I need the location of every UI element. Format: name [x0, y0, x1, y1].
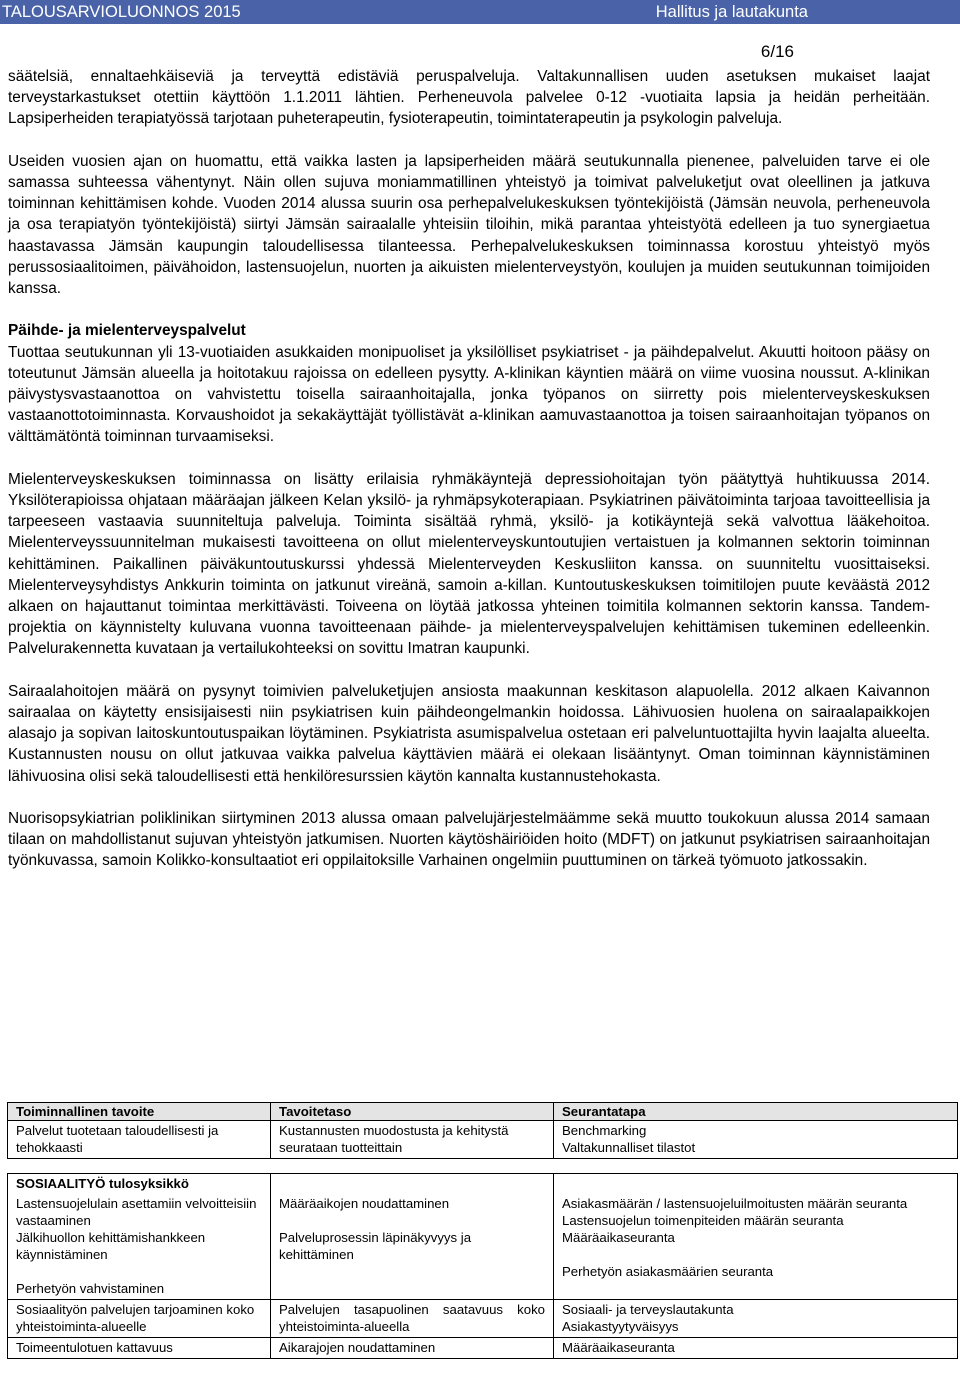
table-section-row	[8, 1174, 958, 1195]
paragraph: säätelsiä, ennaltaehkäiseviä ja terveyttä edistäviä peruspalveluja. Valtakunnallisen uuden asetuksen mukaiset laajat terveystarkastukset otettiin käyttöön 1.1.2011 lähtien. Perheneuvola palvelee 0-12 -vuotiaita lapsia ja heidän perheitään. Lapsiperheiden terapiatyössä tarjotaan puheterapeutin, fysioterapeutin, toimintaterapeutin ja psykologin palveluja.	[8, 68, 930, 128]
table-cell	[554, 1300, 958, 1338]
header-left-title: TALOUSARVIOLUONNOS 2015	[2, 3, 241, 21]
cell-text: Asiakastyytyväisyys	[562, 1319, 679, 1334]
cell-text: Määräaikojen noudattaminen	[279, 1196, 450, 1211]
table-header-cell: Seurantatapa	[554, 1103, 958, 1121]
table-row	[8, 1338, 958, 1359]
table-cell: Aikarajojen noudattaminen	[271, 1338, 554, 1359]
table-row	[8, 1194, 958, 1300]
table-cell	[271, 1121, 554, 1159]
cell-text: Perhetyön vahvistaminen	[16, 1281, 165, 1296]
cell-text: Kustannusten muodostusta ja kehitystä seurataan tuotteittain	[279, 1123, 509, 1155]
page-number: 6/16	[760, 42, 794, 61]
table-cell: Toimeentulotuen kattavuus	[8, 1338, 271, 1359]
paragraph: Tuottaa seutukunnan yli 13-vuotiaiden asukkaiden monipuoliset ja yksilölliset psykiatriset - ja päihdepalvelut. Akuutti hoitoon pääsy on toteutunut Jämsän alueella ja hoitotakuu rajoissa on edelleen pysytty. A-klinikan käyntien määrä on viime vuosina noussut. A-klinikan päivystysvastaanottoa on vahvistettu toisella sairaanhoitajalla, jonka työpanos on siirretty pois mielenterveyskeskuksen vastaanottotoiminnasta. Korvaushoidot ja sekakäyttäjät työllistävät a-klinikan aamuvastaanottoa ja toisen sairaanhoitajan työpanos on välttämätöntä toiminnan turvaamiseksi.	[8, 343, 930, 446]
table-cell	[271, 1194, 554, 1300]
cell-text: Benchmarking	[562, 1123, 647, 1138]
paragraph: Mielenterveyskeskuksen toiminnassa on lisätty erilaisia ryhmäkäyntejä depressiohoitajan työn päätyttyä huhtikuussa 2014. Yksilöterapioissa ohjataan määräajan jälkeen Kelan yksilö- ja ryhmäpsykoterapiaan. Psykiatrinen päivätoiminta tarjoaa tavoitteellisia ja tarpeeseen vastaavia suunniteltuja palveluja. Toiminta sisältää ryhmä, yksilö- ja kotikäyntejä sekä valvottua lääkehoitoa. Mielenterveyssuunnitelman mukaisesti tavoitteena on ollut mielenterveyskuntoutujien vertaistuen ja kolmannen sektorin toiminnan kehittäminen. Paikallinen päiväkuntoutuskurssi yhdessä Mielenterveyden Keskusliiton kanssa. on suunniteltu vuosittaiseksi. Mielenterveysyhdistys Ankkurin toiminta on jatkunut vireänä, samoin a-killan. Kuntoutuskeskuksen toimitilojen puute keväästä 2012 alkaen on hajauttanut toimintaa merkittävästi. Toiveena on löytää jatkossa yhteinen toimitila kolmannen sektorin kanssa. Tandem-projektia on käynnistelty kuluvana vuonna tavoitteenaan päihde- ja mielenterveyspalvelujen kehittämisen tukeminen edelleenkin. Palvelurakennetta kuvataan ja vertailukohteeksi on sovittu Imatran kaupunki.	[8, 470, 930, 658]
cell-text: Sosiaalityön palvelujen tarjoaminen koko yhteistoiminta-alueelle	[16, 1302, 255, 1334]
goals-table	[7, 1102, 958, 1359]
cell-text: Asiakasmäärän / lastensuojeluilmoitusten määrän seuranta	[562, 1196, 908, 1211]
table-cell	[8, 1300, 271, 1338]
document-body	[8, 66, 930, 893]
cell-text: Palvelut tuotetaan taloudellisesti ja tehokkaasti	[16, 1123, 219, 1155]
cell-text: Palveluprosessin läpinäkyvyys ja kehittäminen	[279, 1230, 472, 1262]
table-cell	[8, 1121, 271, 1159]
table-cell	[554, 1121, 958, 1159]
cell-text: Valtakunnalliset tilastot	[562, 1140, 696, 1155]
table-header-cell: Toiminnallinen tavoite	[8, 1103, 271, 1121]
table-cell	[271, 1174, 554, 1195]
paragraph: Useiden vuosien ajan on huomattu, että vaikka lasten ja lapsiperheiden määrä seutukunnalla pienenee, palveluiden tarve ei ole samassa suhteessa vähentynyt. Näin ollen sujuva moniammatillinen yhteistyö ja toimivat palveluketjut ovat oleellinen ja jatkuva toiminnan kehittämisen kohde. Vuoden 2014 alussa suurin osa perhepalvelukeskuksen työntekijöistä (Jämsän neuvola, perheneuvola ja osa terapiatyön työntekijöistä) siirtyi Jämsän sairaalalle yhteisiin tiloihin, mikä parantaa yhteistyötä edelleen ja tuo synergiaetua haastavassa Jämsän kaupungin taloudellisessa tilanteessa. Perhepalvelukeskuksen toiminnassa korostuu yhteistyö myös perussosiaalitoimen, päivähoidon, lastensuojelun, nuorten ja aikuisten mielenterveystyön, koulujen ja muiden seutukunnan toimijoiden kanssa.	[8, 152, 930, 298]
cell-text: Sosiaali- ja terveyslautakunta	[562, 1302, 734, 1317]
table-section-title: SOSIAALITYÖ tulosyksikkö	[8, 1174, 271, 1195]
table-row	[8, 1121, 958, 1159]
cell-text: Palvelujen tasapuolinen saatavuus koko yhteistoiminta-alueella	[279, 1302, 545, 1334]
table-cell	[554, 1194, 958, 1300]
section-heading: Päihde- ja mielenterveyspalvelut	[8, 322, 246, 340]
table-row	[8, 1300, 958, 1338]
cell-text: Lastensuojelulain asettamiin velvoitteisiin vastaaminen	[16, 1196, 257, 1228]
table-header-row	[8, 1103, 958, 1121]
cell-text: Lastensuojelun toimenpiteiden määrän seuranta	[562, 1213, 844, 1228]
cell-text: Määräaikaseuranta	[562, 1230, 675, 1245]
paragraph: Sairaalahoitojen määrä on pysynyt toimivien palveluketjujen ansiosta maakunnan keskitason alapuolella. 2012 alkaen Kaivannon sairaalaa on käytetty ensisijaisesti niin psykiatrisen kuin päihdeongelmankin hoidossa. Lähivuosien huolena on sairaalapaikkojen alasajo ja sopivan laitoskuntoutuspaikan löytäminen. Psykiatrista asumispalvelua ostetaan eri palveluntuottajilta hyvin laajalta alueelta. Kustannusten nousu on ollut jatkuvaa vaikka palvelua käyttävien määrä ei olekaan lisääntynyt. Oman toiminnan käynnistäminen lähivuosina olisi sekä taloudellisesti että henkilöresurssien käytön kannalta kustannustehokasta.	[8, 682, 930, 785]
table-cell	[271, 1300, 554, 1338]
cell-text: Jälkihuollon kehittämishankkeen käynnistäminen	[16, 1230, 206, 1262]
table-gap-row	[8, 1159, 958, 1174]
table-header-cell: Tavoitetaso	[271, 1103, 554, 1121]
table-cell	[8, 1194, 271, 1300]
cell-text: Perhetyön asiakasmäärien seuranta	[562, 1264, 774, 1279]
table-cell: Määräaikaseuranta	[554, 1338, 958, 1359]
table-cell	[554, 1174, 958, 1195]
document-header	[0, 0, 960, 24]
paragraph: Nuorisopsykiatrian poliklinikan siirtyminen 2013 alussa omaan palvelujärjestelmäämme sekä muutto toukokuun alussa 2014 samaan tilaan on mahdollistanut sujuvan yhteistyön jatkumisen. Nuorten käytöshäiriöiden hoito (MDFT) on jatkunut psykiatrisen sairaanhoitajan työnkuvassa, samoin Kolikko-konsultaatiot eri oppilaitoksille Varhainen ongelmiin puuttuminen on tärkeä työmuoto jatkossakin.	[8, 810, 930, 870]
header-right-title: Hallitus ja lautakunta	[655, 3, 808, 21]
